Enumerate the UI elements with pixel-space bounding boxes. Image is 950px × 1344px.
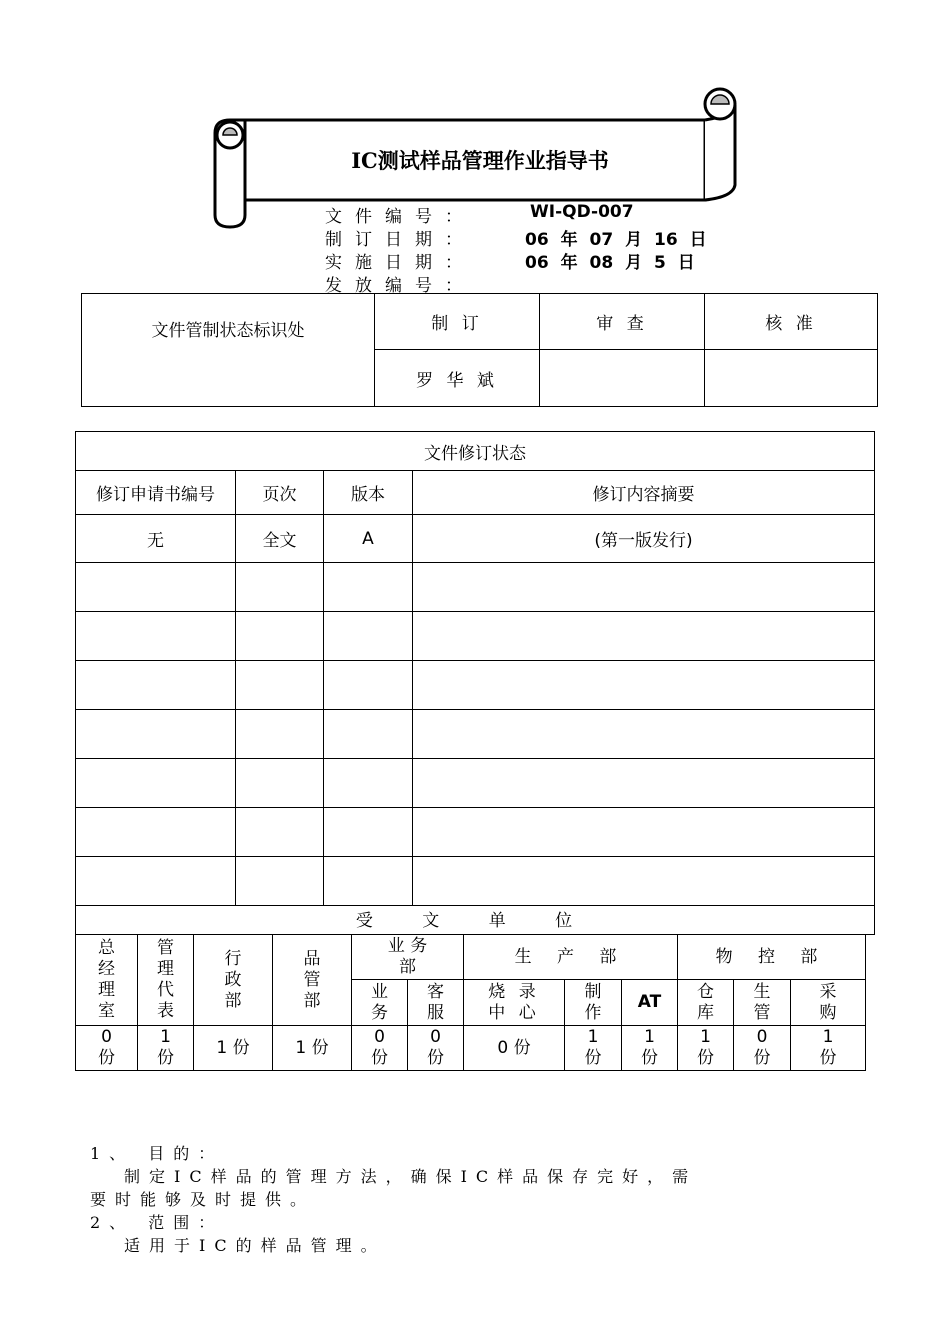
- col-approve: 核 准: [705, 294, 878, 350]
- table-row: [76, 759, 875, 808]
- count-cell: 1 份: [194, 1026, 273, 1071]
- unit-admin: 行 政 部: [194, 935, 273, 1026]
- unit-warehouse: 仓 库: [678, 980, 734, 1026]
- section-2-title: 2、 范围：: [90, 1213, 224, 1232]
- table-row: [76, 515, 875, 563]
- revision-table: [75, 431, 875, 906]
- count-cell: 1 份: [622, 1026, 678, 1071]
- table-row: [76, 857, 875, 906]
- count-cell: 1 份: [138, 1026, 194, 1071]
- distribution-title: 受 文 单 位: [75, 903, 875, 935]
- table-row: [76, 808, 875, 857]
- table-row: [76, 1026, 866, 1071]
- count-cell: 0 份: [408, 1026, 464, 1071]
- meta-issue-date: 制订日期： 06 年 07 月 16 日: [325, 230, 707, 250]
- approval-table: [81, 293, 878, 407]
- count-cell: 0 份: [464, 1026, 565, 1071]
- unit-sales: 业 务: [352, 980, 408, 1026]
- drafter-name: 罗 华 斌: [375, 350, 540, 407]
- unit-gm-office: 总 经 理 室: [76, 935, 138, 1026]
- group-production: 生 产 部: [464, 935, 678, 980]
- rev-cell: 全文: [236, 515, 324, 563]
- col-draft: 制 订: [375, 294, 540, 350]
- unit-cs: 客 服: [408, 980, 464, 1026]
- rev-header-version: 版本: [324, 471, 413, 515]
- section-1-line-1: 制定IC样品的管理方法，确保IC样品保存完好，需: [124, 1167, 698, 1186]
- section-2-line-1: 适用于IC的样品管理。: [124, 1236, 386, 1255]
- table-row: [76, 612, 875, 661]
- rev-header-page: 页次: [236, 471, 324, 515]
- approver-name: [705, 350, 878, 407]
- meta-doc-number: 文件编号： WI-QD-007: [325, 202, 634, 227]
- status-label: 文件管制状态标识处: [82, 294, 375, 407]
- rev-cell: (第一版发行): [413, 515, 875, 563]
- group-sales: 业 务 部: [352, 935, 464, 980]
- reviewer-name: [540, 350, 705, 407]
- section-1-line-2: 要时能够及时提供。: [90, 1190, 316, 1209]
- distribution-table: [75, 934, 866, 1071]
- unit-make: 制 作: [565, 980, 622, 1026]
- rev-cell: A: [324, 515, 413, 563]
- unit-prod-ctrl: 生 管: [734, 980, 791, 1026]
- count-cell: 1 份: [791, 1026, 866, 1071]
- table-row: [76, 710, 875, 759]
- col-review: 审 查: [540, 294, 705, 350]
- section-1-title: 1、 目的：: [90, 1144, 224, 1163]
- meta-effective-date: 实施日期： 06 年 08 月 5 日: [325, 253, 695, 273]
- body-section: [90, 1142, 870, 1257]
- count-cell: 0 份: [352, 1026, 408, 1071]
- document-title: IC测试样品管理作业指导书: [351, 148, 609, 173]
- meta-block: [325, 202, 745, 294]
- revision-title: 文件修订状态: [76, 432, 875, 471]
- count-cell: 0 份: [734, 1026, 791, 1071]
- table-row: [76, 563, 875, 612]
- count-cell: 0 份: [76, 1026, 138, 1071]
- count-cell: 1 份: [565, 1026, 622, 1071]
- table-row: [76, 661, 875, 710]
- count-cell: 1 份: [678, 1026, 734, 1071]
- unit-purchase: 采 购: [791, 980, 866, 1026]
- count-cell: 1 份: [273, 1026, 352, 1071]
- meta-release-number: 发放编号：: [325, 276, 475, 296]
- unit-mgmt-rep: 管 理 代 表: [138, 935, 194, 1026]
- rev-header-summary: 修订内容摘要: [413, 471, 875, 515]
- unit-qa: 品 管 部: [273, 935, 352, 1026]
- unit-burn-center: 烧 录 中 心: [464, 980, 565, 1026]
- rev-header-request: 修订申请书编号: [76, 471, 236, 515]
- unit-at: AT: [622, 980, 678, 1026]
- rev-cell: 无: [76, 515, 236, 563]
- group-material: 物 控 部: [678, 935, 866, 980]
